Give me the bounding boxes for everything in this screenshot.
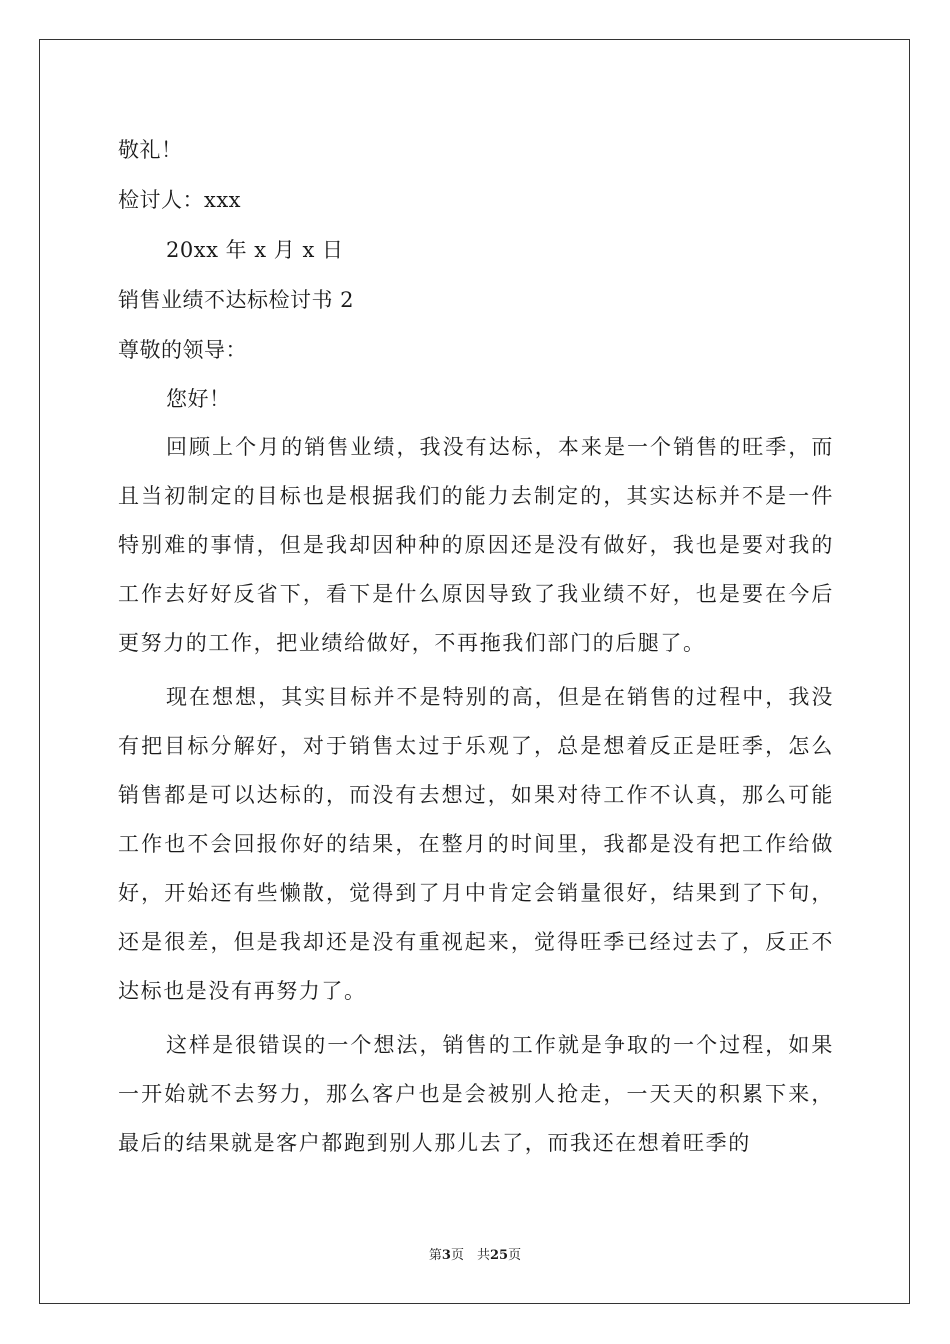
page-footer: [0, 1248, 950, 1264]
footer-page-total: 25: [489, 1248, 509, 1263]
body-paragraph-1: 回顾上个月的销售业绩，我没有达标，本来是一个销售的旺季，而且当初制定的目标也是根据我们的能力去制定的，其实达标并不是一件特别难的事情，但是我却因种种的原因还是没有做好，我也是要对我的工作去好好反省下，看下是什么原因导致了我业绩不好，也是要在今后更努力的工作，把业绩给做好，不再拖我们部门的后腿了。: [118, 435, 834, 655]
footer-page-suffix: 页: [508, 1248, 522, 1263]
salutation-line: 尊敬的领导：: [118, 338, 247, 362]
closing-line: 敬礼！: [118, 138, 183, 162]
signer-line: 检讨人：xxx: [118, 188, 242, 212]
footer-page-current: 3: [441, 1248, 451, 1263]
body-paragraph-3: 这样是很错误的一个想法，销售的工作就是争取的一个过程，如果一开始就不去努力，那么客户也是会被别人抢走，一天天的积累下来，最后的结果就是客户都跑到别人那儿去了，而我还在想着旺季的: [118, 1033, 834, 1155]
date-line: 20xx 年 x 月 x 日: [166, 238, 344, 262]
body-paragraph-2: 现在想想，其实目标并不是特别的高，但是在销售的过程中，我没有把目标分解好，对于销售太过于乐观了，总是想着反正是旺季，怎么销售都是可以达标的，而没有去想过，如果对待工作不认真，那么可能工作也不会回报你好的结果，在整月的时间里，我都是没有把工作给做好，开始还有些懒散，觉得到了月中肯定会销量很好，结果到了下旬，还是很差，但是我却还是没有重视起来，觉得旺季已经过去了，反正不达标也是没有再努力了。: [118, 685, 834, 1003]
footer-page-prefix: 第: [428, 1248, 442, 1263]
footer-page-mid: 页 共: [450, 1248, 490, 1263]
greeting-line: 您好！: [166, 387, 231, 411]
section-title: 销售业绩不达标检讨书 2: [118, 288, 355, 312]
